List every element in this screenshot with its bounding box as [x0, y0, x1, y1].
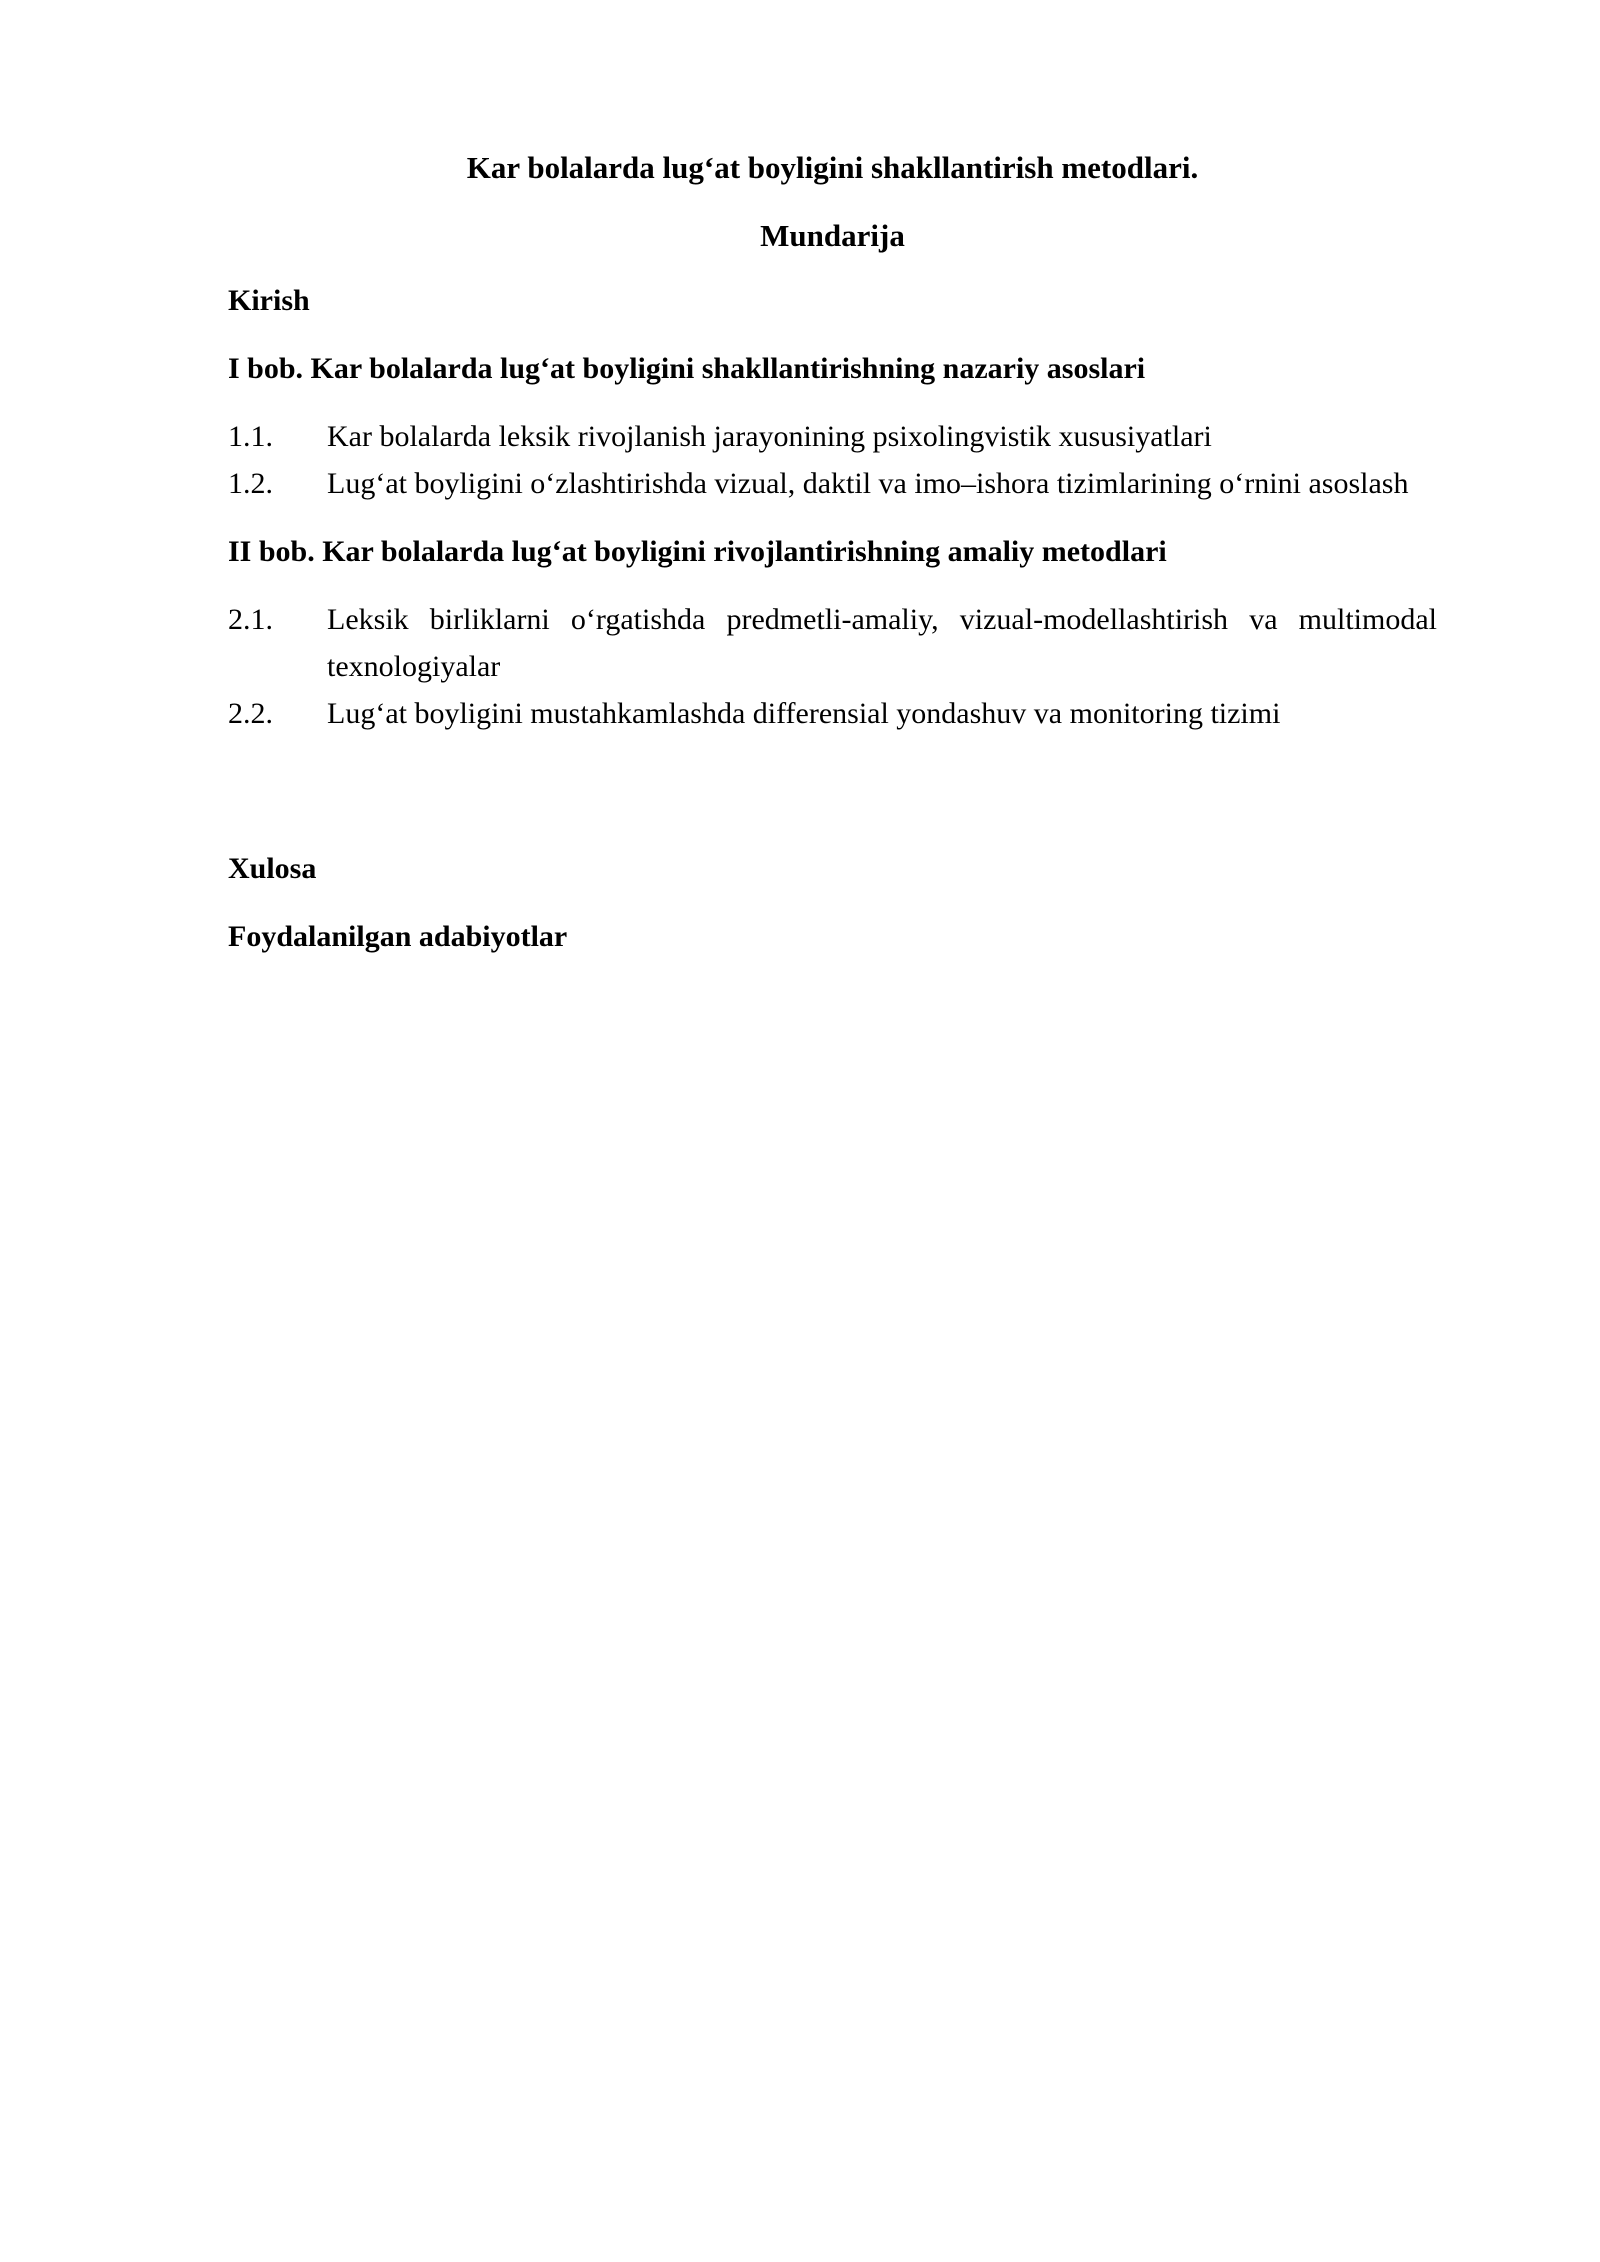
- toc-item-text: Kar bolalarda leksik rivojlanish jarayonining psixolingvistik xususiyatlari: [327, 420, 1212, 453]
- toc-item-2-1: [228, 596, 1437, 690]
- toc-entry-references: Foydalanilgan adabiyotlar: [228, 920, 568, 953]
- chapter1-heading: I bob. Kar bolalarda lug‘at boyligini shakllantirishning nazariy asoslari: [228, 352, 1146, 385]
- toc-entry-xulosa: Xulosa: [228, 852, 317, 885]
- toc-entry-kirish: Kirish: [228, 284, 310, 317]
- toc-item-number: 2.2.: [228, 697, 273, 730]
- toc-item-number: 1.1.: [228, 420, 273, 453]
- toc-item-2-2: [228, 690, 1437, 737]
- toc-heading: Mundarija: [760, 218, 905, 253]
- chapter2-heading: II bob. Kar bolalarda lug‘at boyligini rivojlantirishning amaliy metodlari: [228, 535, 1167, 568]
- chapter2-items: [228, 596, 1437, 737]
- toc-item-number: 1.2.: [228, 467, 273, 500]
- toc-item-number: 2.1.: [228, 603, 273, 636]
- toc-item-1-1: [228, 413, 1437, 460]
- toc-item-1-2: [228, 460, 1437, 507]
- toc-item-text: Leksik birliklarni o‘rgatishda predmetli-amaliy, vizual-modellashtirish va multimodal texnologiyalar: [327, 603, 1437, 683]
- toc-item-text: Lug‘at boyligini o‘zlashtirishda vizual, daktil va imo–ishora tizimlarining o‘rnini asoslash: [327, 467, 1409, 500]
- toc-item-text: Lug‘at boyligini mustahkamlashda differensial yondashuv va monitoring tizimi: [327, 697, 1281, 730]
- chapter1-items: [228, 413, 1437, 507]
- document-title: Kar bolalarda lug‘at boyligini shakllantirish metodlari.: [466, 150, 1199, 185]
